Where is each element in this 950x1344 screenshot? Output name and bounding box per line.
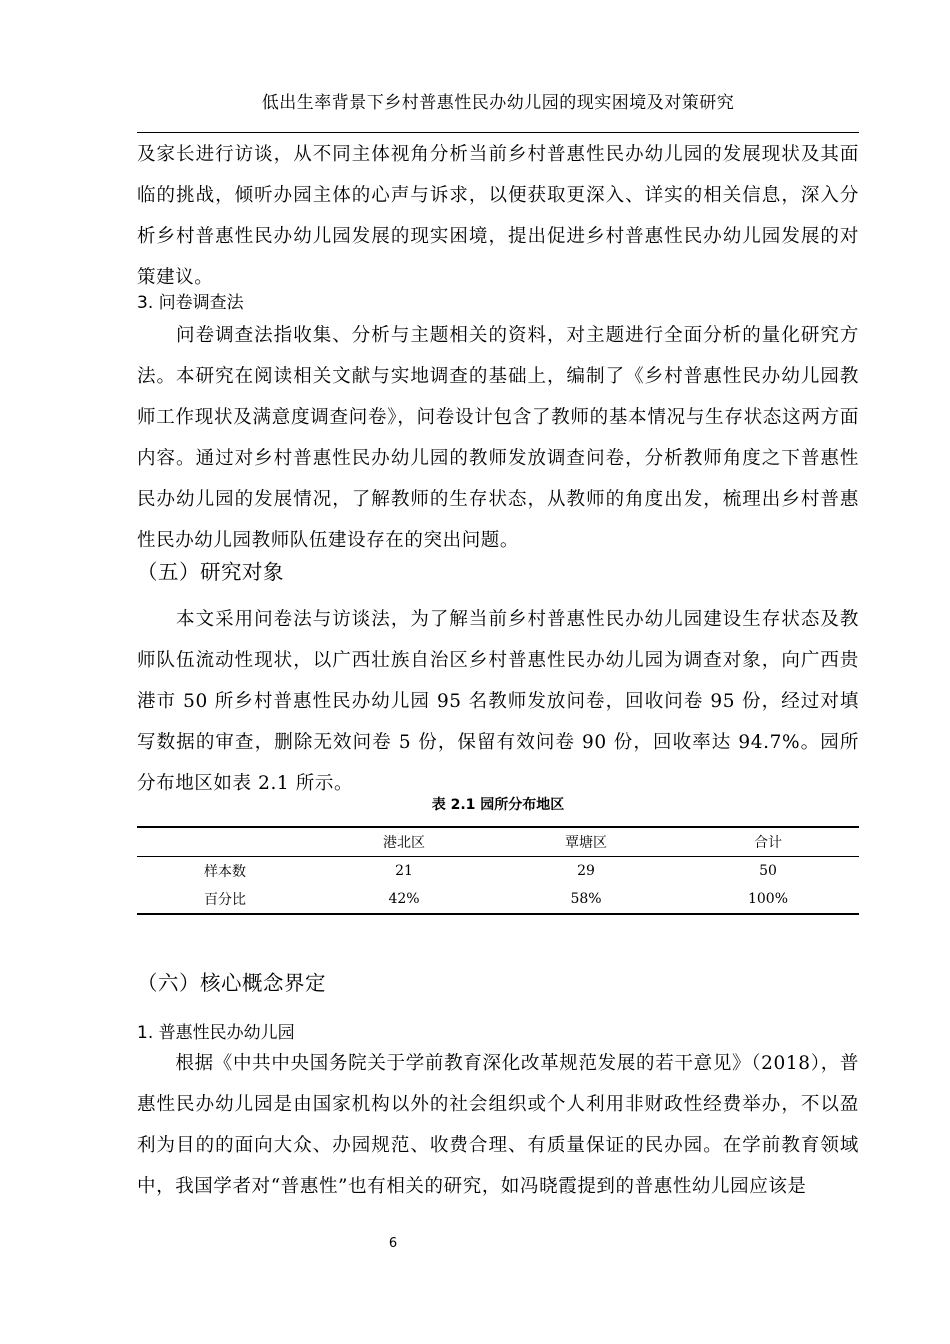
header-rule [137,132,859,133]
table-cell: 21 [395,863,413,879]
header-cell: 覃塘区 [565,835,607,851]
paragraph-questionnaire-method: 问卷调查法指收集、分析与主题相关的资料，对主题进行全面分析的量化研究方法。本研究在阅读相关文献与实地调查的基础上，编制了《乡村普惠性民办幼儿园教师工作现状及满意度调查问卷》，问卷设计包含了教师的基本情况与生存状态这两方面内容。通过对乡村普惠性民办幼儿园的教师发放调查问卷，分析教师角度之下普惠性民办幼儿园的发展情况，了解教师的生存状态，从教师的角度出发，梳理出乡村普惠性民办幼儿园教师队伍建设存在的突出问题。 [137,325,859,551]
heading-core-concepts: （六）核心概念界定 [137,971,326,995]
paragraph-inclusive-definition: 根据《中共中央国务院关于学前教育深化改革规范发展的若干意见》（2018），普惠性民办幼儿园是由国家机构以外的社会组织或个人利用非财政性经费举办，不以盈利为目的的面向大众、办园规范、收费合理、有质量保证的民办园。在学前教育领域中，我国学者对“普惠性”也有相关的研究，如冯晓霞提到的普惠性幼儿园应该是 [137,1053,859,1197]
header-cell [137,827,313,857]
heading-inclusive-private-kindergarten: 1. 普惠性民办幼儿园 [137,1023,295,1043]
table-cell: 100% [747,891,789,907]
table-cell: 29 [577,863,595,879]
table-cell: 样本数 [204,864,246,880]
running-header: 低出生率背景下乡村普惠性民办幼儿园的现实困境及对策研究 [261,93,735,113]
table-header-row [137,827,859,857]
page-number: 6 [388,1236,398,1251]
table-cell: 58% [570,891,602,907]
distribution-table [137,826,859,915]
paragraph-interview-continued: 及家长进行访谈，从不同主体视角分析当前乡村普惠性民办幼儿园的发展现状及其面临的挑战，倾听办园主体的心声与诉求，以便获取更深入、详实的相关信息，深入分析乡村普惠性民办幼儿园发展的现实困境，提出促进乡村普惠性民办幼儿园发展的对策建议。 [137,144,859,288]
table-caption: 表 2.1 园所分布地区 [431,797,565,813]
heading-research-subjects: （五）研究对象 [137,560,284,584]
table-row [137,857,859,886]
heading-questionnaire-method: 3. 问卷调查法 [137,293,244,313]
header-cell: 合计 [754,835,782,851]
header-cell: 港北区 [383,835,425,851]
table-cell: 50 [759,863,777,879]
table-cell: 百分比 [204,892,246,908]
paragraph-research-subjects: 本文采用问卷法与访谈法，为了解当前乡村普惠性民办幼儿园建设生存状态及教师队伍流动性现状，以广西壮族自治区乡村普惠性民办幼儿园为调查对象，向广西贵港市 50 所乡村普惠性民办幼儿园 95 名教师发放问卷，回收问卷 95 份，经过对填写数据的审查，删除无效问卷 5 份，保留有效问卷 90 份，回收率达 94.7%。园所分布地区如表 2.1 所示。 [137,609,859,794]
table-row [137,885,859,914]
table-cell: 42% [388,891,420,907]
